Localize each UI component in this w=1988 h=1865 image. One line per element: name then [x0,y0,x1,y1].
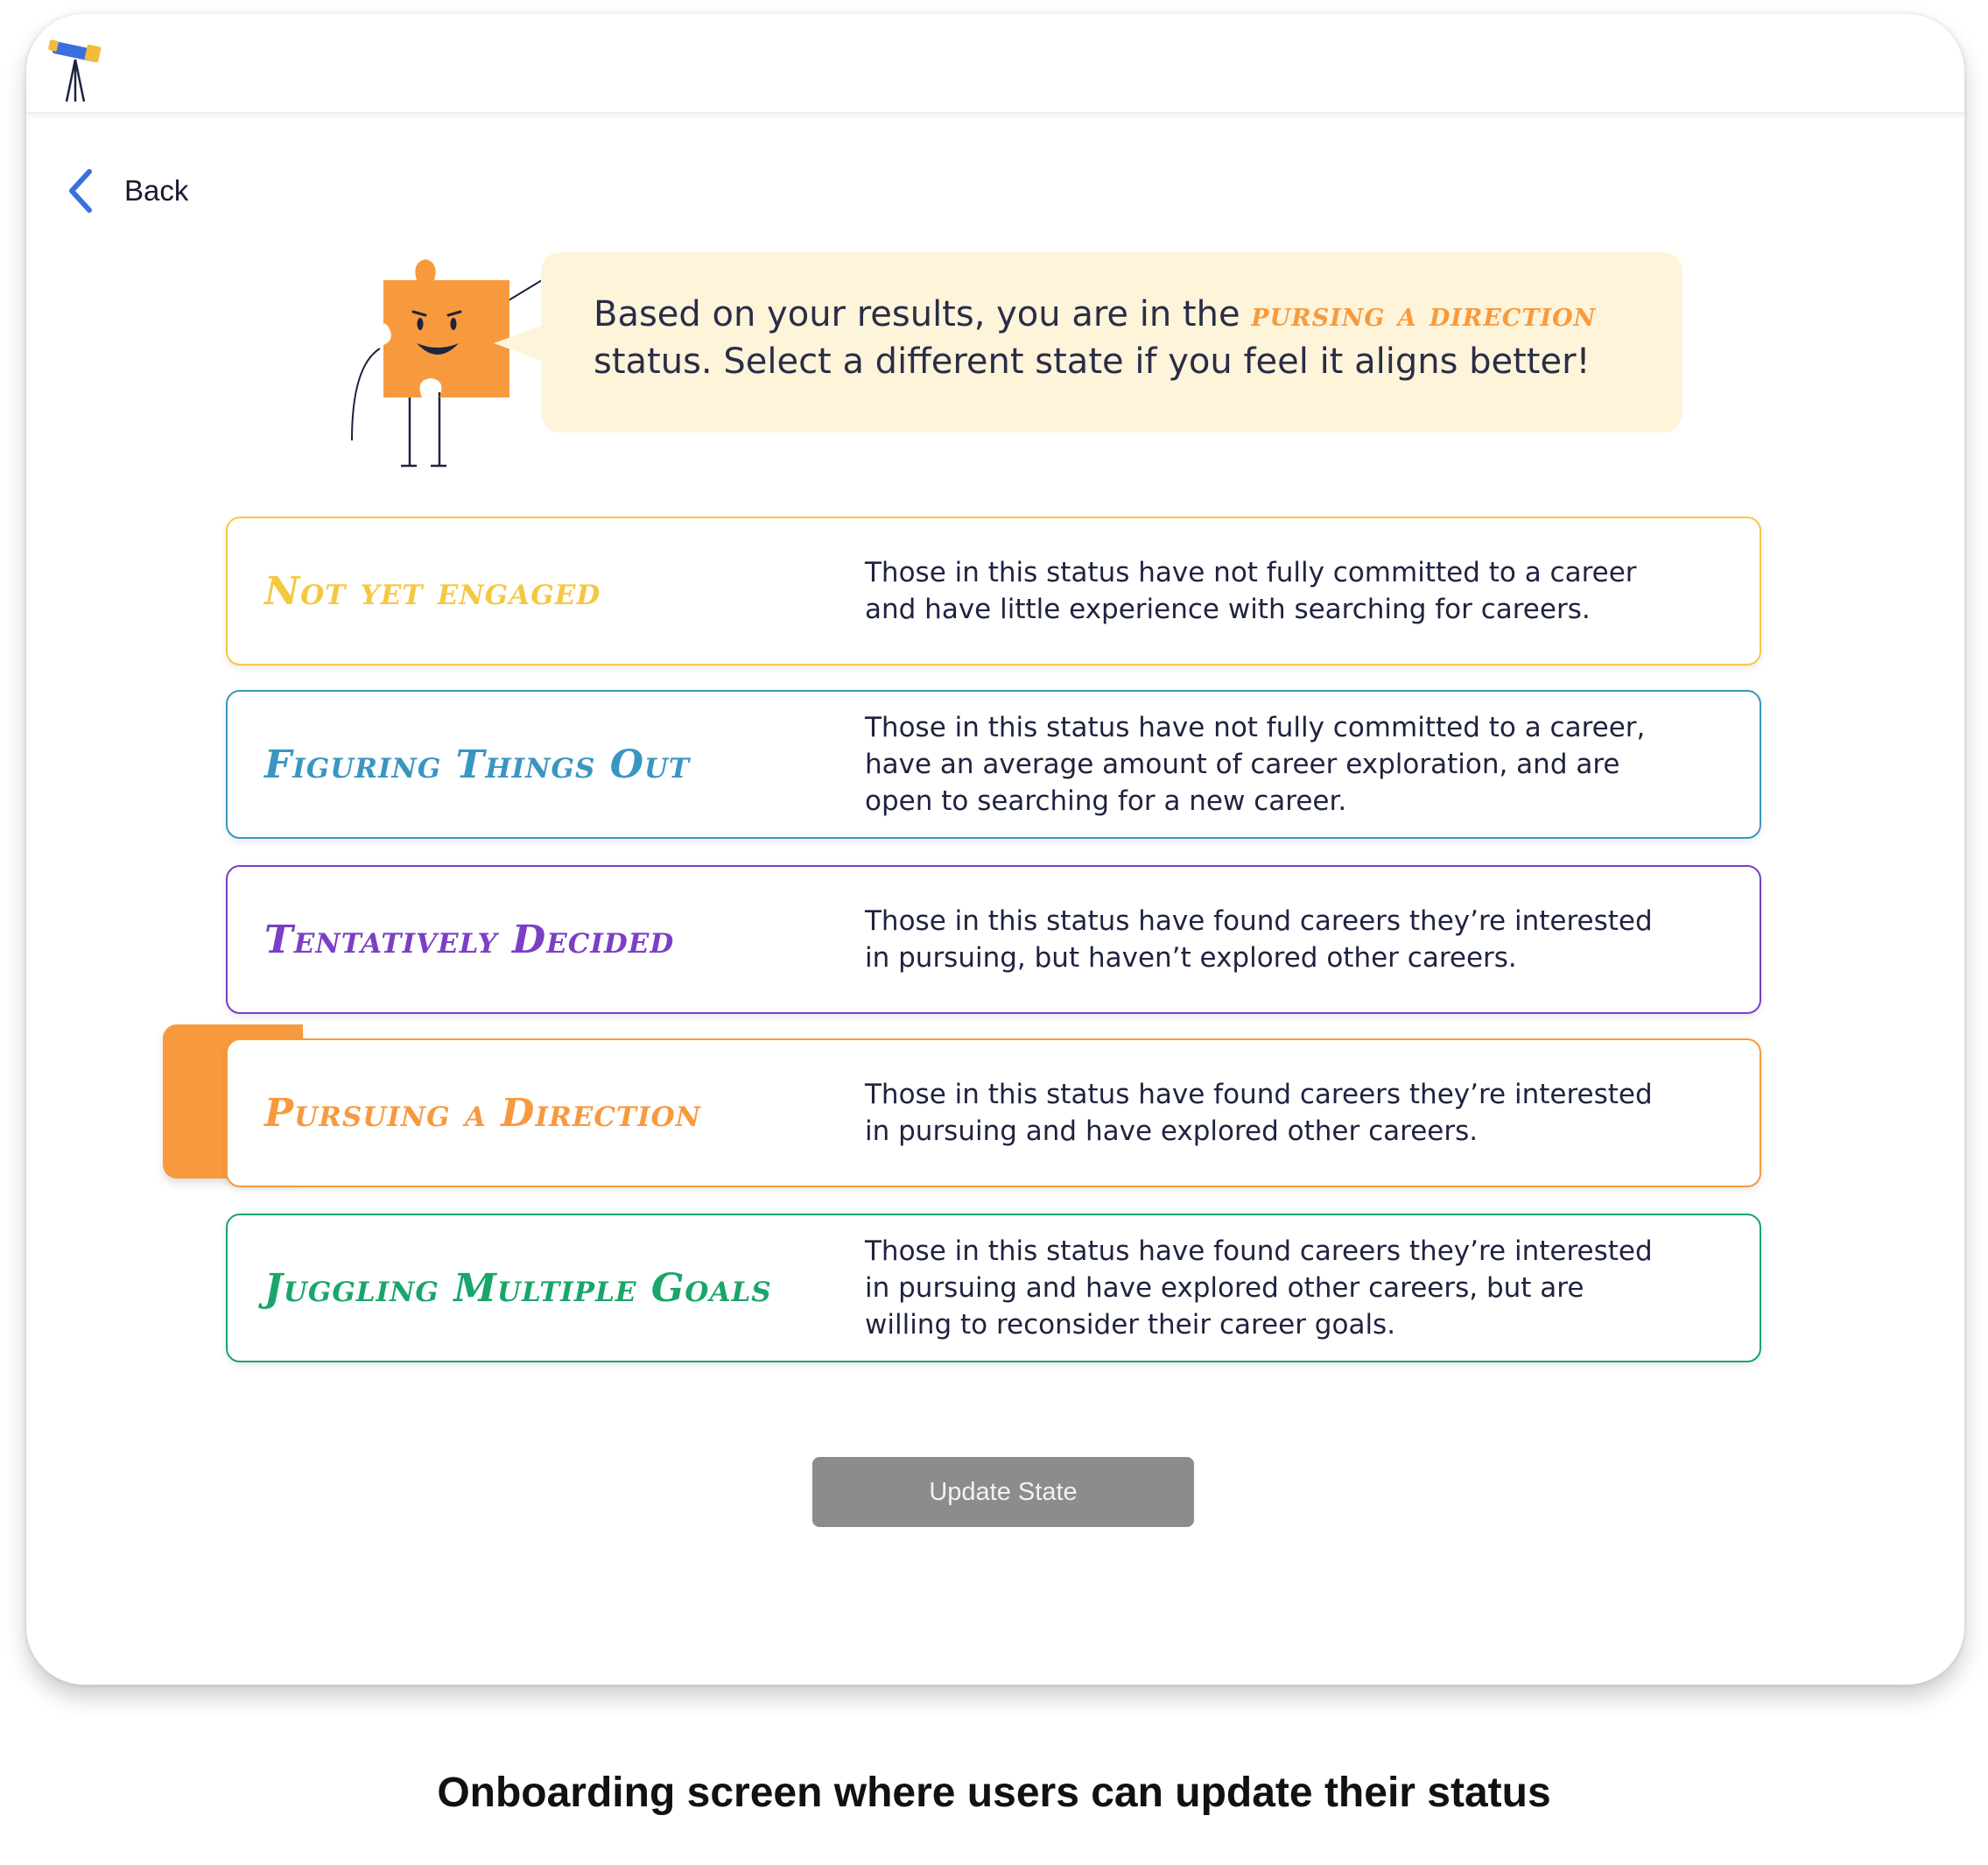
app-window [26,14,1964,1685]
status-description: Those in this status have found careers they’re interested in pursuing and have explored other careers, but are willing to reconsider their career goals. [865,1235,1653,1341]
status-title: Tentatively Decided [264,917,675,962]
top-bar [26,14,1964,113]
status-title: Juggling Multiple Goals [264,1265,772,1311]
status-description: Those in this status have found careers they’re interested in pursuing and have explored other careers. [865,1079,1653,1147]
status-card-tentatively-decided[interactable] [226,865,1761,1014]
status-message [594,291,1661,385]
status-card-juggling-multiple-goals[interactable] [226,1214,1761,1362]
chevron-left-icon [63,166,98,215]
message-text-start: Based on your results, you are in the [594,294,1252,334]
status-title: Pursuing a Direction [264,1090,701,1136]
status-description: Those in this status have not fully committed to a career, have an average amount of career exploration, and are open to searching for a new career. [865,712,1646,817]
figure-caption: Onboarding screen where users can update their status [437,1770,1551,1816]
status-title: Not yet engaged [264,568,601,614]
back-label: Back [124,174,189,207]
status-card-pursuing-a-direction[interactable] [226,1038,1761,1187]
speech-bubble [541,252,1682,433]
current-status-highlight: pursing a direction [1251,294,1597,334]
status-title: Figuring Things Out [264,742,691,787]
update-state-button[interactable]: Update State [812,1457,1194,1527]
message-text-end: status. Select a different state if you feel it aligns better! [594,341,1591,382]
status-card-figuring-things-out[interactable] [226,690,1761,839]
telescope-logo-icon[interactable] [47,33,105,103]
speech-bubble-tail [494,324,546,362]
back-button[interactable] [63,165,188,217]
status-description: Those in this status have not fully committed to a career and have little experience with searching for careers. [865,557,1637,625]
status-description: Those in this status have found careers they’re interested in pursuing, but haven’t explored other careers. [865,905,1653,974]
status-card-not-yet-engaged[interactable] [226,517,1761,665]
